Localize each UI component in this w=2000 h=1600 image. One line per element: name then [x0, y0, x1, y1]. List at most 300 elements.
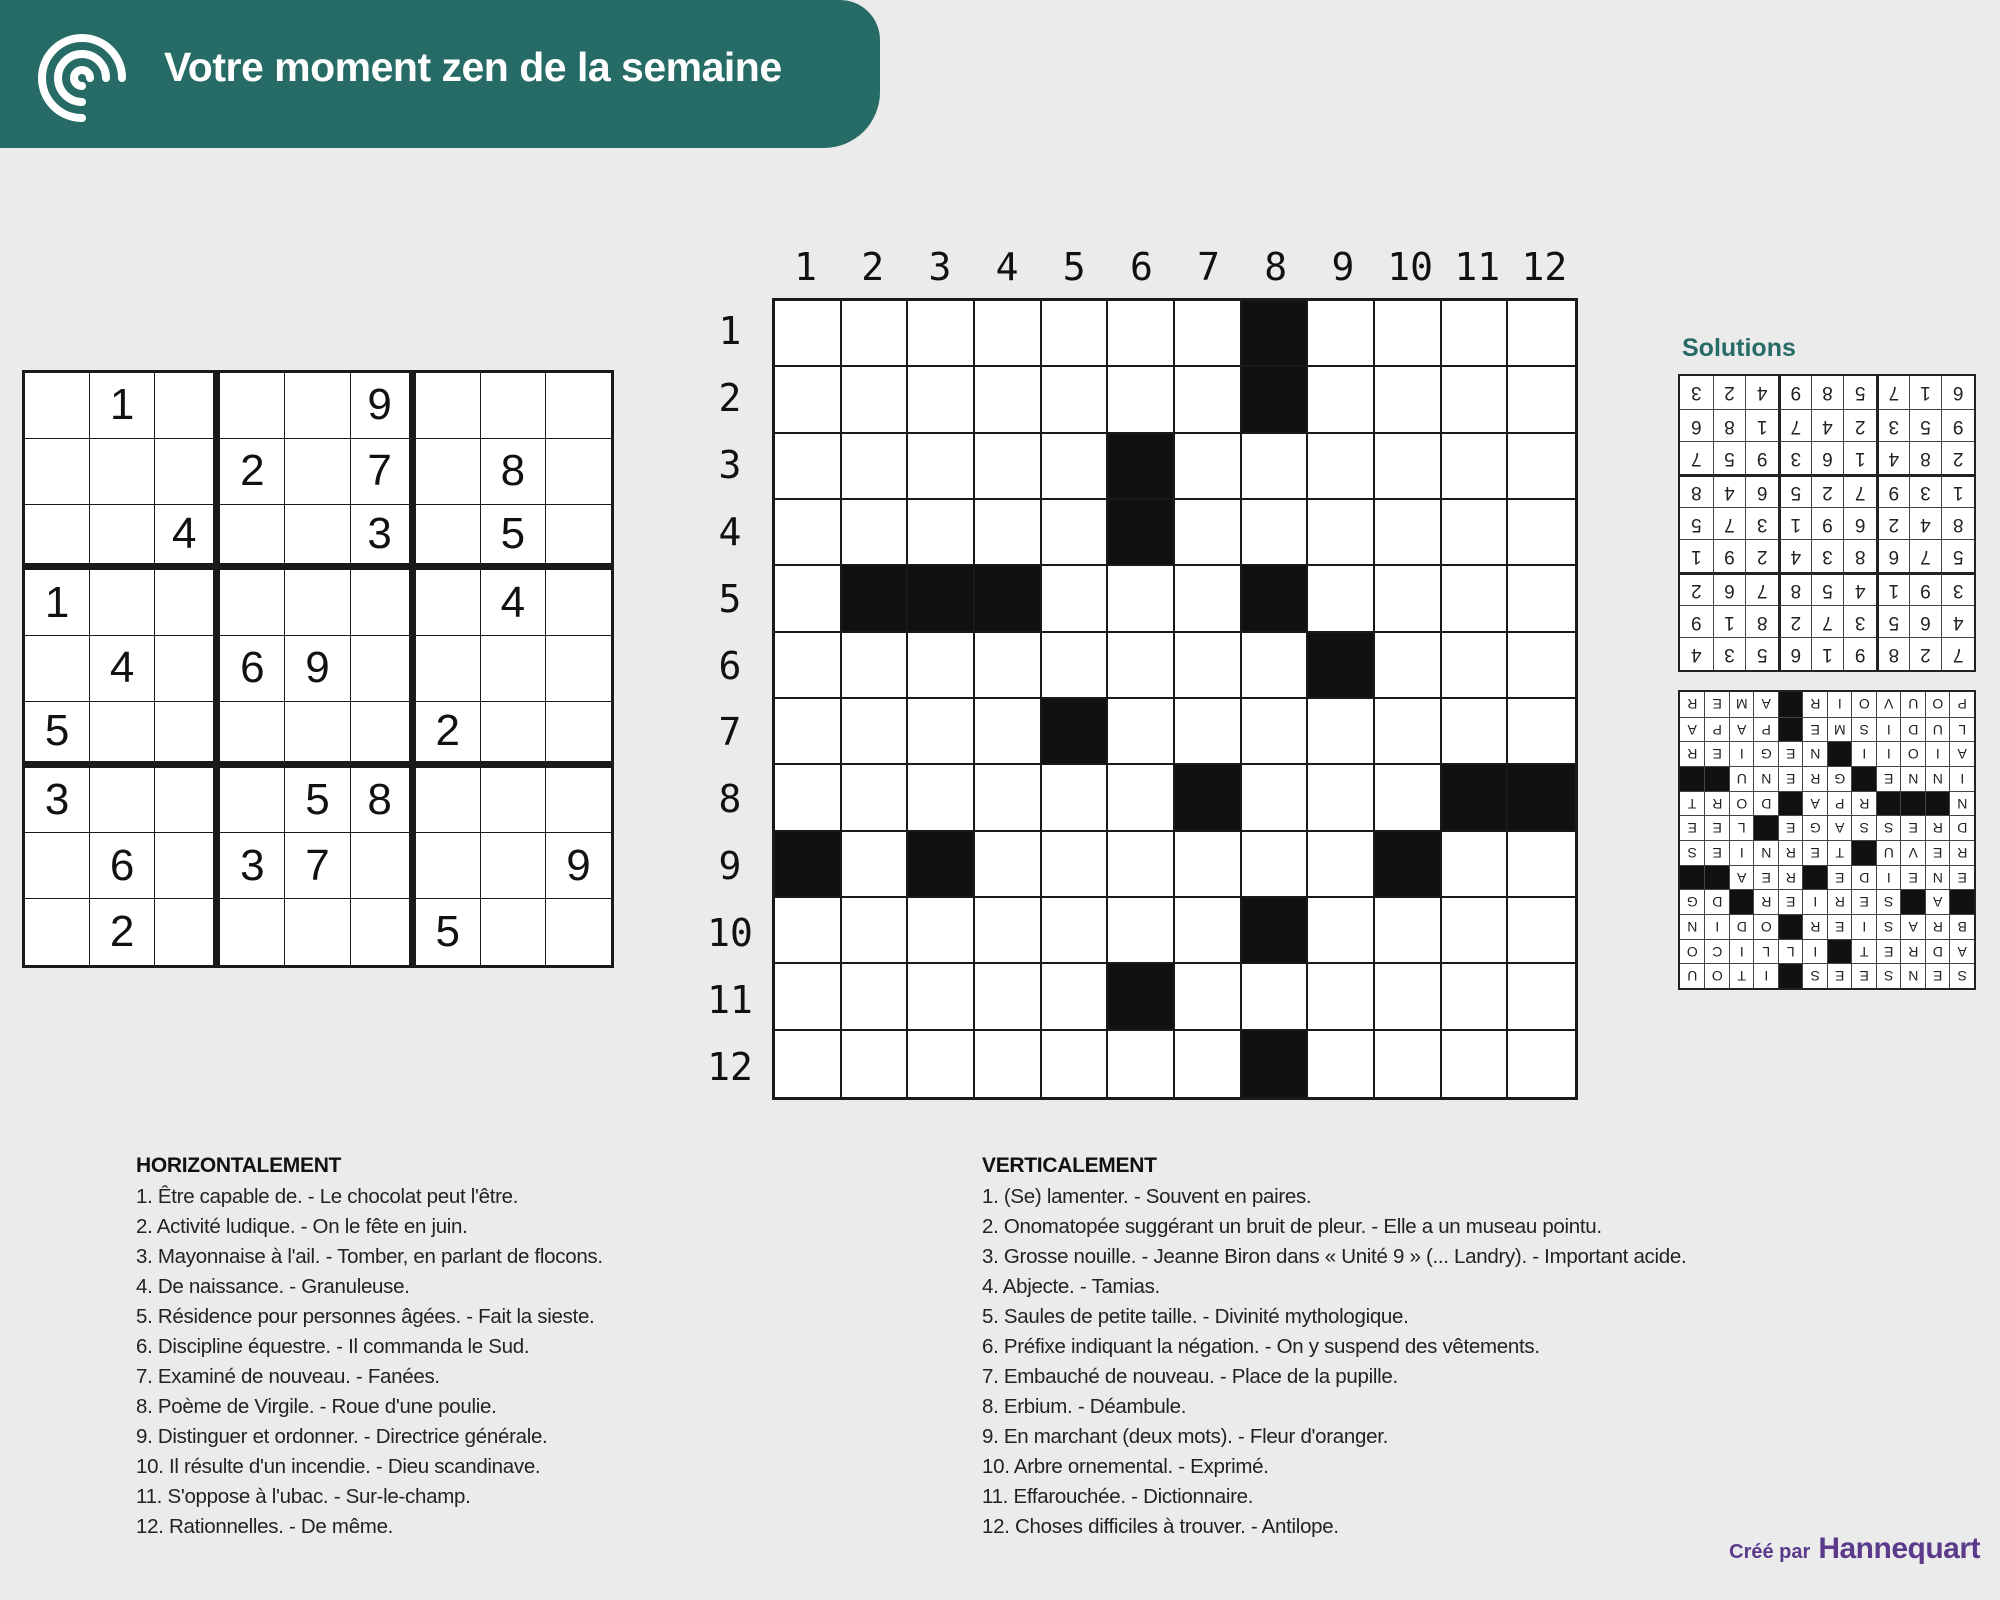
crossword-black-cell — [1242, 367, 1309, 433]
crossword-solution-black-cell — [1778, 963, 1803, 988]
sudoku-solution-cell: 2 — [1713, 376, 1746, 409]
crossword-cell — [1508, 1031, 1575, 1097]
vertical-clues-title: VERTICALEMENT — [982, 1154, 1157, 1177]
horizontal-clues — [136, 1154, 936, 1542]
sudoku-cell — [481, 768, 546, 834]
sudoku-cell: 6 — [90, 833, 155, 899]
sudoku-cell — [155, 833, 220, 899]
crossword-row-number: 11 — [707, 977, 753, 1022]
crossword-solution-cell: E — [1778, 766, 1803, 791]
crossword-column-number: 12 — [1521, 245, 1568, 289]
crossword-grid — [772, 298, 1578, 1100]
sudoku-cell — [351, 833, 416, 899]
crossword-solution-cell: G — [1754, 741, 1779, 766]
crossword-solution-cell: S — [1876, 963, 1901, 988]
crossword-solution-cell: R — [1852, 791, 1877, 816]
crossword-cell — [842, 367, 909, 433]
sudoku-cell — [155, 702, 220, 768]
crossword-solution-cell: T — [1729, 963, 1754, 988]
sudoku-solution-cell: 8 — [1811, 376, 1844, 409]
sudoku-solution-cell: 8 — [1941, 507, 1974, 540]
crossword-cell — [1442, 633, 1509, 699]
crossword-solution-cell: E — [1876, 766, 1901, 791]
crossword-solution-cell: O — [1729, 791, 1754, 816]
crossword-cell — [1442, 832, 1509, 898]
crossword-solution-cell: E — [1803, 717, 1828, 742]
crossword-cell — [1042, 301, 1109, 367]
crossword-solution-black-cell — [1705, 766, 1730, 791]
crossword-solution-cell: L — [1778, 939, 1803, 964]
sudoku-solution-cell: 8 — [1778, 572, 1811, 605]
crossword-cell — [1308, 434, 1375, 500]
crossword-cell — [975, 434, 1042, 500]
crossword-black-cell — [775, 832, 842, 898]
sudoku-cell — [25, 636, 90, 702]
crossword-cell — [908, 898, 975, 964]
crossword-solution-cell: A — [1950, 939, 1975, 964]
sudoku-solution-cell: 1 — [1876, 572, 1909, 605]
crossword-solution-cell: D — [1729, 914, 1754, 939]
sudoku-cell: 7 — [351, 439, 416, 505]
crossword-solution-cell: A — [1729, 865, 1754, 890]
crossword-cell — [908, 301, 975, 367]
crossword-cell — [1042, 765, 1109, 831]
created-by-label: Créé par — [1729, 1541, 1811, 1563]
crossword-cell — [1175, 832, 1242, 898]
sudoku-cell — [25, 899, 90, 965]
crossword-solution-cell: E — [1778, 889, 1803, 914]
sudoku-cell — [285, 373, 350, 439]
crossword-black-cell — [1242, 301, 1309, 367]
sudoku-cell — [155, 439, 220, 505]
sudoku-cell — [416, 768, 481, 834]
crossword-solution-cell: O — [1754, 914, 1779, 939]
crossword-solution-cell: A — [1901, 914, 1926, 939]
crossword-black-cell — [1508, 765, 1575, 831]
crossword-solution-cell: U — [1729, 766, 1754, 791]
crossword-cell — [1375, 500, 1442, 566]
sudoku-solution-cell: 1 — [1811, 637, 1844, 670]
crossword-cell — [842, 765, 909, 831]
vertical-clue: 5. Saules de petite taille. - Divinité mythologique. — [982, 1305, 1409, 1328]
crossword-solution-cell: E — [1803, 840, 1828, 865]
crossword-cell — [1042, 832, 1109, 898]
crossword-solution-cell: R — [1925, 914, 1950, 939]
sudoku-cell — [285, 505, 350, 571]
crossword-solution-cell: R — [1901, 939, 1926, 964]
sudoku-solution-cell: 3 — [1941, 572, 1974, 605]
crossword-solution-cell: N — [1901, 766, 1926, 791]
crossword-cell — [1375, 898, 1442, 964]
crossword-cell — [1508, 301, 1575, 367]
crossword-solution-cell: E — [1705, 815, 1730, 840]
sudoku-solution-cell: 5 — [1811, 572, 1844, 605]
crossword-cell — [1308, 367, 1375, 433]
crossword-column-number: 11 — [1454, 245, 1501, 289]
crossword-solution-cell: R — [1778, 865, 1803, 890]
crossword-cell — [1175, 301, 1242, 367]
crossword-cell — [1242, 832, 1309, 898]
sudoku-cell — [90, 505, 155, 571]
sudoku-cell: 2 — [416, 702, 481, 768]
horizontal-clue: 8. Poème de Virgile. - Roue d'une poulie. — [136, 1395, 497, 1418]
crossword-row-number: 5 — [718, 576, 742, 621]
crossword-solution-cell: T — [1680, 791, 1705, 816]
sudoku-solution-cell: 4 — [1941, 605, 1974, 638]
crossword-row-number: 1 — [718, 309, 742, 354]
crossword-solution-cell: I — [1925, 741, 1950, 766]
crossword-solution-cell: S — [1680, 840, 1705, 865]
sudoku-solution-cell: 9 — [1941, 409, 1974, 442]
crossword-column-number: 10 — [1387, 245, 1433, 289]
crossword-column-number: 2 — [861, 245, 885, 289]
crossword-cell — [1108, 1031, 1175, 1097]
crossword-solution-cell: O — [1705, 963, 1730, 988]
vertical-clue: 3. Grosse nouille. - Jeanne Biron dans « Unité 9 » (... Landry). - Important acide. — [982, 1245, 1687, 1268]
crossword-cell — [1242, 500, 1309, 566]
crossword-solution-cell: S — [1852, 815, 1877, 840]
crossword-solution-cell: E — [1852, 889, 1877, 914]
crossword-cell — [1108, 566, 1175, 632]
crossword-cell — [1375, 633, 1442, 699]
sudoku-cell — [25, 505, 90, 571]
sudoku-cell — [416, 570, 481, 636]
crossword-solution-black-cell — [1803, 865, 1828, 890]
crossword-cell — [908, 1031, 975, 1097]
crossword-cell — [1375, 964, 1442, 1030]
sudoku-cell — [546, 636, 611, 702]
crossword-solution-cell: E — [1827, 914, 1852, 939]
crossword-solution-cell: L — [1950, 717, 1975, 742]
crossword-cell — [1042, 434, 1109, 500]
crossword-solution-cell: D — [1852, 865, 1877, 890]
sudoku-solution-cell: 7 — [1811, 605, 1844, 638]
crossword-cell — [1442, 566, 1509, 632]
crossword-cell — [1508, 434, 1575, 500]
horizontal-clue: 10. Il résulte d'un incendie. - Dieu scandinave. — [136, 1455, 541, 1478]
crossword-solution-black-cell — [1852, 840, 1877, 865]
crossword-cell — [1042, 500, 1109, 566]
vertical-clue: 1. (Se) lamenter. - Souvent en paires. — [982, 1185, 1312, 1208]
crossword-cell — [1375, 434, 1442, 500]
sudoku-cell — [25, 373, 90, 439]
crossword-cell — [1442, 1031, 1509, 1097]
crossword-solution-black-cell — [1876, 791, 1901, 816]
crossword-cell — [842, 964, 909, 1030]
crossword-cell — [908, 434, 975, 500]
crossword-solution-cell: E — [1876, 939, 1901, 964]
sudoku-solution-cell: 4 — [1680, 637, 1713, 670]
sudoku-cell — [416, 439, 481, 505]
crossword-black-cell — [908, 566, 975, 632]
sudoku-cell — [546, 768, 611, 834]
crossword-solution-cell: P — [1754, 717, 1779, 742]
sudoku-solution-cell: 5 — [1843, 376, 1876, 409]
crossword-row-number: 6 — [718, 643, 742, 688]
sudoku-cell — [285, 439, 350, 505]
crossword-column-number: 9 — [1331, 245, 1355, 289]
sudoku-solution-cell: 6 — [1778, 637, 1811, 670]
vertical-clue: 4. Abjecte. - Tamias. — [982, 1275, 1160, 1298]
crossword-solution-black-cell — [1827, 741, 1852, 766]
sudoku-solution-cell: 6 — [1909, 605, 1942, 638]
sudoku-solution-cell: 8 — [1713, 409, 1746, 442]
crossword-cell — [975, 1031, 1042, 1097]
crossword-solution-cell: I — [1729, 840, 1754, 865]
crossword-solution-black-cell — [1680, 766, 1705, 791]
crossword-solution-cell: S — [1803, 963, 1828, 988]
sudoku-cell: 8 — [481, 439, 546, 505]
crossword-cell — [1308, 301, 1375, 367]
sudoku-solution-cell: 5 — [1680, 507, 1713, 540]
crossword-black-cell — [1108, 434, 1175, 500]
sudoku-solution-cell: 8 — [1843, 539, 1876, 572]
crossword-cell — [1442, 367, 1509, 433]
crossword-solution-cell: I — [1876, 865, 1901, 890]
sudoku-cell — [416, 833, 481, 899]
crossword-solution-cell: I — [1754, 963, 1779, 988]
sudoku-cell — [220, 768, 285, 834]
crossword-solution-cell: C — [1705, 939, 1730, 964]
crossword-cell — [1242, 434, 1309, 500]
crossword-solution-cell: E — [1705, 692, 1730, 717]
sudoku-solution-cell: 9 — [1680, 605, 1713, 638]
sudoku-cell: 3 — [351, 505, 416, 571]
crossword-cell — [1375, 1031, 1442, 1097]
horizontal-clue: 1. Être capable de. - Le chocolat peut l'être. — [136, 1185, 519, 1208]
crossword-solution-cell: N — [1901, 963, 1926, 988]
sudoku-solution-cell: 7 — [1680, 441, 1713, 474]
sudoku-solution-cell: 7 — [1778, 409, 1811, 442]
vertical-clue: 9. En marchant (deux mots). - Fleur d'oranger. — [982, 1425, 1388, 1448]
crossword-cell — [842, 1031, 909, 1097]
crossword-cell — [1175, 898, 1242, 964]
sudoku-solution-cell: 1 — [1713, 605, 1746, 638]
sudoku-solution-cell: 6 — [1680, 409, 1713, 442]
crossword-solution-cell: N — [1680, 914, 1705, 939]
sudoku-cell — [90, 702, 155, 768]
sudoku-cell — [25, 833, 90, 899]
sudoku-grid — [22, 370, 614, 968]
crossword-cell — [1508, 898, 1575, 964]
crossword-cell — [1442, 964, 1509, 1030]
vertical-clue: 11. Effarouchée. - Dictionnaire. — [982, 1485, 1254, 1508]
crossword-cell — [775, 1031, 842, 1097]
crossword-solution-black-cell — [1729, 889, 1754, 914]
brand-logo: Hannequart — [1818, 1532, 1980, 1565]
sudoku-cell — [546, 570, 611, 636]
crossword-solution-cell: A — [1827, 815, 1852, 840]
crossword-solution-cell: E — [1925, 840, 1950, 865]
crossword-cell — [1175, 367, 1242, 433]
crossword-cell — [1308, 765, 1375, 831]
crossword-black-cell — [1242, 898, 1309, 964]
sudoku-solution-cell: 2 — [1843, 409, 1876, 442]
crossword-solution-cell: T — [1852, 939, 1877, 964]
crossword-solution-cell: I — [1705, 914, 1730, 939]
sudoku-cell — [546, 702, 611, 768]
sudoku-solution-cell: 1 — [1909, 376, 1942, 409]
crossword-solution-cell: E — [1778, 741, 1803, 766]
crossword-solution-cell: R — [1950, 840, 1975, 865]
crossword-cell — [975, 832, 1042, 898]
sudoku-solution-cell: 8 — [1680, 474, 1713, 507]
crossword-cell — [1242, 633, 1309, 699]
sudoku-cell — [155, 373, 220, 439]
sudoku-cell: 1 — [25, 570, 90, 636]
crossword-solution-cell: N — [1754, 766, 1779, 791]
sudoku-cell: 2 — [90, 899, 155, 965]
crossword-cell — [1108, 832, 1175, 898]
sudoku-cell — [481, 373, 546, 439]
crossword-solution-cell: I — [1876, 741, 1901, 766]
sudoku-cell — [155, 899, 220, 965]
sudoku-solution-cell: 9 — [1909, 572, 1942, 605]
crossword-solution-cell: R — [1687, 696, 1698, 713]
crossword-cell — [1442, 434, 1509, 500]
crossword-solution-cell: R — [1925, 815, 1950, 840]
crossword-row-number: 9 — [718, 844, 742, 889]
sudoku-cell: 4 — [90, 636, 155, 702]
crossword-solution-cell: S — [1876, 815, 1901, 840]
crossword-solution-black-cell — [1950, 889, 1975, 914]
sudoku-solution-cell: 1 — [1778, 507, 1811, 540]
crossword-cell — [1508, 964, 1575, 1030]
crossword-solution-cell: R — [1827, 889, 1852, 914]
crossword-cell — [1442, 699, 1509, 765]
crossword-solution-cell: I — [1803, 889, 1828, 914]
crossword-solution-cell: E — [1901, 865, 1926, 890]
crossword-cell — [775, 500, 842, 566]
crossword-cell — [908, 699, 975, 765]
crossword-cell — [975, 367, 1042, 433]
crossword-black-cell — [908, 832, 975, 898]
sudoku-solution-cell: 5 — [1941, 539, 1974, 572]
crossword-solution-cell: E — [1705, 840, 1730, 865]
sudoku-solution-cell: 1 — [1680, 539, 1713, 572]
crossword-cell — [775, 699, 842, 765]
sudoku-solution-cell: 3 — [1691, 382, 1702, 404]
crossword-solution-cell: A — [1680, 717, 1705, 742]
crossword-cell — [842, 500, 909, 566]
sudoku-cell — [285, 570, 350, 636]
sudoku-solution-cell: 7 — [1745, 572, 1778, 605]
crossword-cell — [775, 765, 842, 831]
crossword-solution-cell: V — [1876, 692, 1901, 717]
crossword-cell — [1375, 367, 1442, 433]
crossword-solution-cell: I — [1729, 939, 1754, 964]
sudoku-solution-cell: 3 — [1909, 474, 1942, 507]
vertical-clue: 8. Erbium. - Déambule. — [982, 1395, 1187, 1418]
crossword-solution-cell: O — [1680, 939, 1705, 964]
crossword-solution-black-cell — [1705, 865, 1730, 890]
crossword-solution-cell: D — [1705, 889, 1730, 914]
crossword-cell — [1175, 566, 1242, 632]
crossword-solution-cell: D — [1950, 815, 1975, 840]
sudoku-solution-cell: 4 — [1909, 507, 1942, 540]
crossword-black-cell — [1108, 964, 1175, 1030]
crossword-black-cell — [1175, 765, 1242, 831]
sudoku-cell — [546, 373, 611, 439]
crossword-cell — [842, 832, 909, 898]
crossword-row-number: 8 — [718, 777, 742, 822]
crossword-cell — [775, 367, 842, 433]
sudoku-cell: 2 — [220, 439, 285, 505]
sudoku-cell — [155, 570, 220, 636]
sudoku-cell — [546, 505, 611, 571]
crossword-solution-cell: G — [1827, 766, 1852, 791]
sudoku-cell — [285, 702, 350, 768]
crossword-row-number: 7 — [718, 710, 742, 755]
crossword-cell — [908, 500, 975, 566]
crossword-solution-cell: E — [1950, 865, 1975, 890]
crossword-solution-black-cell — [1925, 791, 1950, 816]
crossword-solution-cell: A — [1950, 741, 1975, 766]
crossword-solution-cell: L — [1754, 939, 1779, 964]
crossword-solution-cell: I — [1827, 692, 1852, 717]
sudoku-cell — [351, 570, 416, 636]
sudoku-solution-cell: 9 — [1876, 474, 1909, 507]
sudoku-solution-cell: 3 — [1713, 637, 1746, 670]
crossword-solution-black-cell — [1778, 717, 1803, 742]
crossword-row-number: 4 — [718, 509, 742, 554]
crossword-cell — [1308, 832, 1375, 898]
crossword-black-cell — [1242, 1031, 1309, 1097]
crossword-solution-cell: A — [1754, 692, 1779, 717]
sudoku-solution-cell: 6 — [1876, 539, 1909, 572]
crossword-solution-cell: O — [1901, 741, 1926, 766]
crossword-cell — [1308, 898, 1375, 964]
sudoku-solution-cell: 2 — [1876, 507, 1909, 540]
crossword-column-number: 6 — [1129, 245, 1153, 289]
crossword-cell — [908, 765, 975, 831]
sudoku-solution-cell: 1 — [1941, 474, 1974, 507]
sudoku-cell — [351, 702, 416, 768]
crossword-solution-cell: U — [1876, 840, 1901, 865]
sudoku-cell — [546, 439, 611, 505]
crossword-cell — [908, 964, 975, 1030]
crossword-solution-cell: N — [1925, 865, 1950, 890]
crossword-cell — [975, 301, 1042, 367]
crossword-solution-black-cell — [1827, 939, 1852, 964]
sudoku-cell: 6 — [220, 636, 285, 702]
footer-credit — [1729, 1532, 1980, 1566]
crossword-solution-cell: O — [1925, 692, 1950, 717]
sudoku-solution-cell: 3 — [1843, 605, 1876, 638]
sudoku-cell — [90, 570, 155, 636]
crossword-solution-cell: V — [1901, 840, 1926, 865]
crossword-column-number: 7 — [1197, 245, 1221, 289]
crossword-column-number: 1 — [794, 245, 818, 289]
sudoku-solution-cell: 2 — [1680, 572, 1713, 605]
crossword-solution-cell: G — [1803, 815, 1828, 840]
crossword-cell — [842, 434, 909, 500]
sudoku-solution-cell: 7 — [1713, 507, 1746, 540]
sudoku-solution-cell: 6 — [1843, 507, 1876, 540]
sudoku-cell — [351, 899, 416, 965]
sudoku-solution-cell: 5 — [1745, 637, 1778, 670]
crossword-solution-cell: E — [1827, 865, 1852, 890]
crossword-solution-cell: S — [1950, 963, 1975, 988]
crossword-row-number: 3 — [718, 443, 742, 488]
crossword-solution-cell: I — [1803, 939, 1828, 964]
crossword-cell — [1242, 699, 1309, 765]
crossword-cell — [1108, 633, 1175, 699]
crossword-solution-cell: O — [1852, 692, 1877, 717]
crossword-cell — [1308, 964, 1375, 1030]
vertical-clue: 12. Choses difficiles à trouver. - Antilope. — [982, 1515, 1339, 1538]
crossword-column-number: 4 — [995, 245, 1019, 289]
